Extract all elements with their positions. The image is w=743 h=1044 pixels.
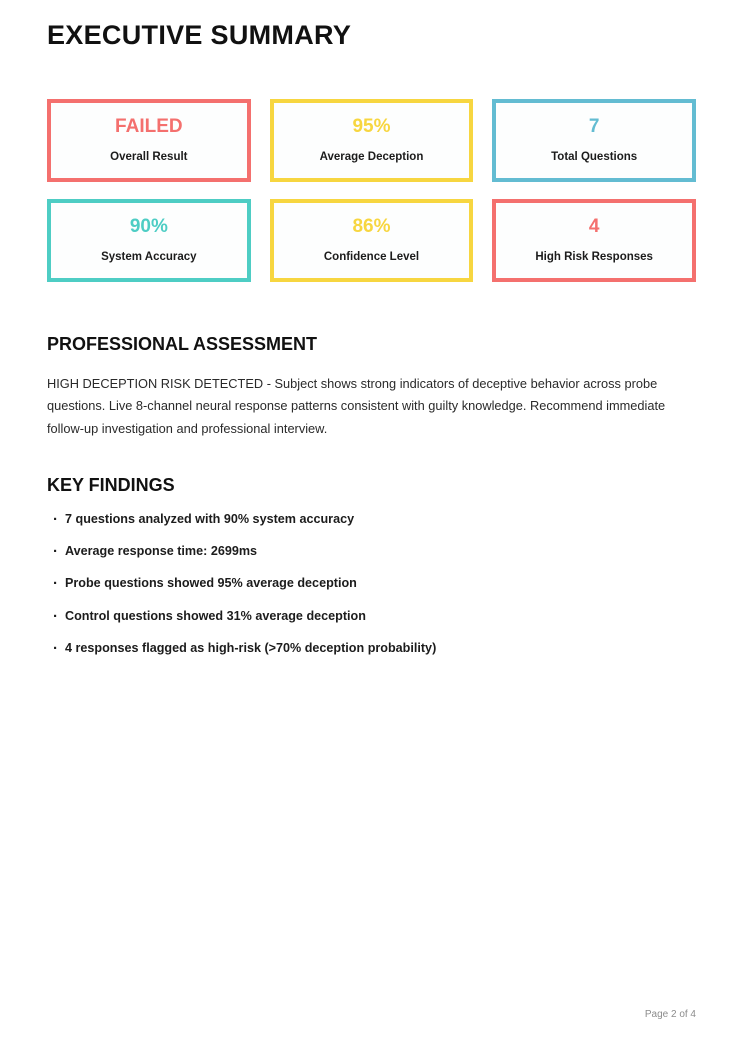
metric-value: 86% — [352, 216, 391, 238]
list-item: · Probe questions showed 95% average deception — [47, 575, 696, 591]
findings-list — [47, 511, 696, 657]
professional-assessment-section — [47, 334, 696, 441]
list-item: · 7 questions analyzed with 90% system accuracy — [47, 511, 696, 527]
metric-label: Total Questions — [551, 151, 638, 164]
key-findings-section — [47, 475, 696, 656]
metric-label: Confidence Level — [323, 251, 420, 264]
metric-card-overall-result — [47, 99, 251, 182]
metric-value: 95% — [352, 116, 391, 138]
list-item: · Average response time: 2699ms — [47, 543, 696, 559]
metric-label: Average Deception — [319, 151, 424, 164]
page-footer: Page 2 of 4 — [644, 1009, 696, 1020]
metric-value: 7 — [588, 116, 600, 138]
metrics-grid — [47, 99, 696, 282]
metric-card-high-risk-responses — [492, 199, 696, 282]
metric-label: High Risk Responses — [535, 251, 653, 264]
metric-value: FAILED — [115, 116, 183, 138]
assessment-body: HIGH DECEPTION RISK DETECTED - Subject shows strong indicators of deceptive behavior across probe questions. Live 8-channel neural response patterns consistent with guilty knowledge. Recommend immediate follow-up investigation and professional interview. — [47, 375, 666, 437]
metric-card-total-questions — [492, 99, 696, 182]
metric-value: 90% — [129, 216, 168, 238]
metric-value: 4 — [588, 216, 600, 238]
metric-label: Overall Result — [110, 151, 188, 164]
list-item: · Control questions showed 31% average deception — [47, 608, 696, 624]
metric-card-system-accuracy — [47, 199, 251, 282]
findings-heading: KEY FINDINGS — [47, 474, 175, 495]
metric-label: System Accuracy — [101, 251, 197, 264]
metric-card-confidence-level — [270, 199, 474, 282]
metric-card-average-deception — [270, 99, 474, 182]
list-item: · 4 responses flagged as high-risk (>70% deception probability) — [47, 640, 696, 656]
assessment-heading: PROFESSIONAL ASSESSMENT — [47, 334, 318, 355]
page-title: EXECUTIVE SUMMARY — [47, 20, 352, 50]
